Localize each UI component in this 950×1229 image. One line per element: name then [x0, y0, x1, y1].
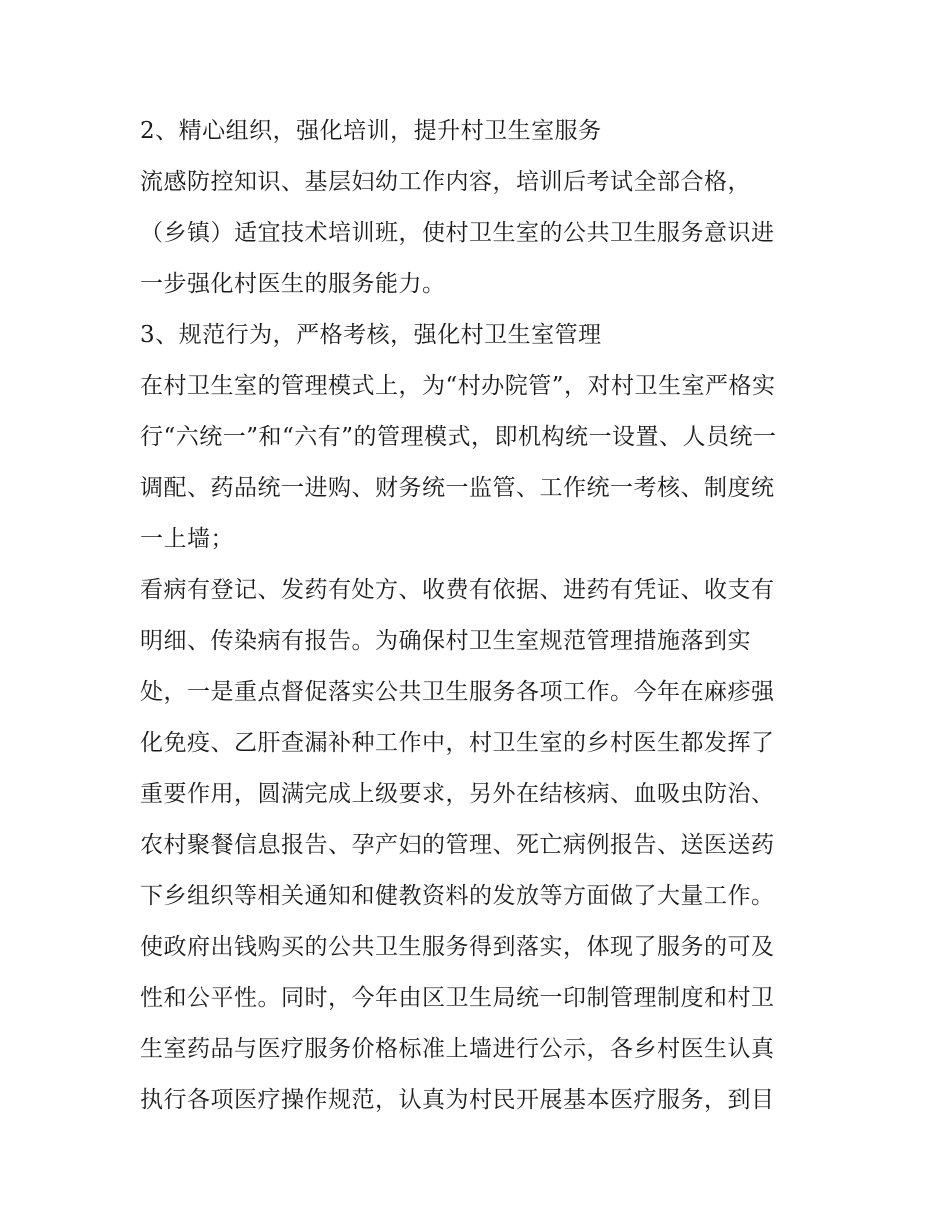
paragraph-line: 化免疫、乙肝查漏补种工作中，村卫生室的乡村医生都发挥了: [140, 730, 775, 756]
paragraph-line: 使政府出钱购买的公共卫生服务得到落实，体现了服务的可及: [140, 934, 775, 960]
paragraph-line: 行“六统一”和“六有”的管理模式，即机构统一设置、人员统一: [140, 424, 777, 450]
paragraph-line: 农村聚餐信息报告、孕产妇的管理、死亡病例报告、送医送药: [140, 832, 775, 858]
paragraph-line: 生室药品与医疗服务价格标准上墙进行公示，各乡村医生认真: [140, 1036, 775, 1062]
document-body: [140, 106, 820, 1126]
paragraph-line: 重要作用，圆满完成上级要求，另外在结核病、血吸虫防治、: [140, 781, 775, 807]
heading-management: 3、规范行为，严格考核，强化村卫生室管理: [140, 322, 602, 348]
paragraph-line: 执行各项医疗操作规范，认真为村民开展基本医疗服务，到目: [140, 1087, 775, 1113]
paragraph-line: 看病有登记、发药有处方、收费有依据、进药有凭证、收支有: [140, 577, 775, 603]
paragraph-line: （乡镇）适宜技术培训班，使村卫生室的公共卫生服务意识进: [140, 220, 775, 246]
paragraph-line: 在村卫生室的管理模式上，为“村办院管”，对村卫生室严格实: [140, 373, 776, 399]
paragraph-line: 流感防控知识、基层妇幼工作内容，培训后考试全部合格，: [140, 169, 751, 195]
paragraph-line: 处，一是重点督促落实公共卫生服务各项工作。今年在麻疹强: [140, 679, 775, 705]
paragraph-line: 性和公平性。同时，今年由区卫生局统一印制管理制度和村卫: [140, 985, 775, 1011]
heading-training: 2、精心组织，强化培训，提升村卫生室服务: [140, 118, 602, 144]
paragraph-line: 明细、传染病有报告。为确保村卫生室规范管理措施落到实: [140, 628, 751, 654]
paragraph-line: 一上墙；: [140, 526, 234, 552]
paragraph-line: 下乡组织等相关通知和健教资料的发放等方面做了大量工作。: [140, 883, 775, 909]
paragraph-line: 调配、药品统一进购、财务统一监管、工作统一考核、制度统: [140, 475, 775, 501]
paragraph-line: 一步强化村医生的服务能力。: [140, 271, 446, 297]
